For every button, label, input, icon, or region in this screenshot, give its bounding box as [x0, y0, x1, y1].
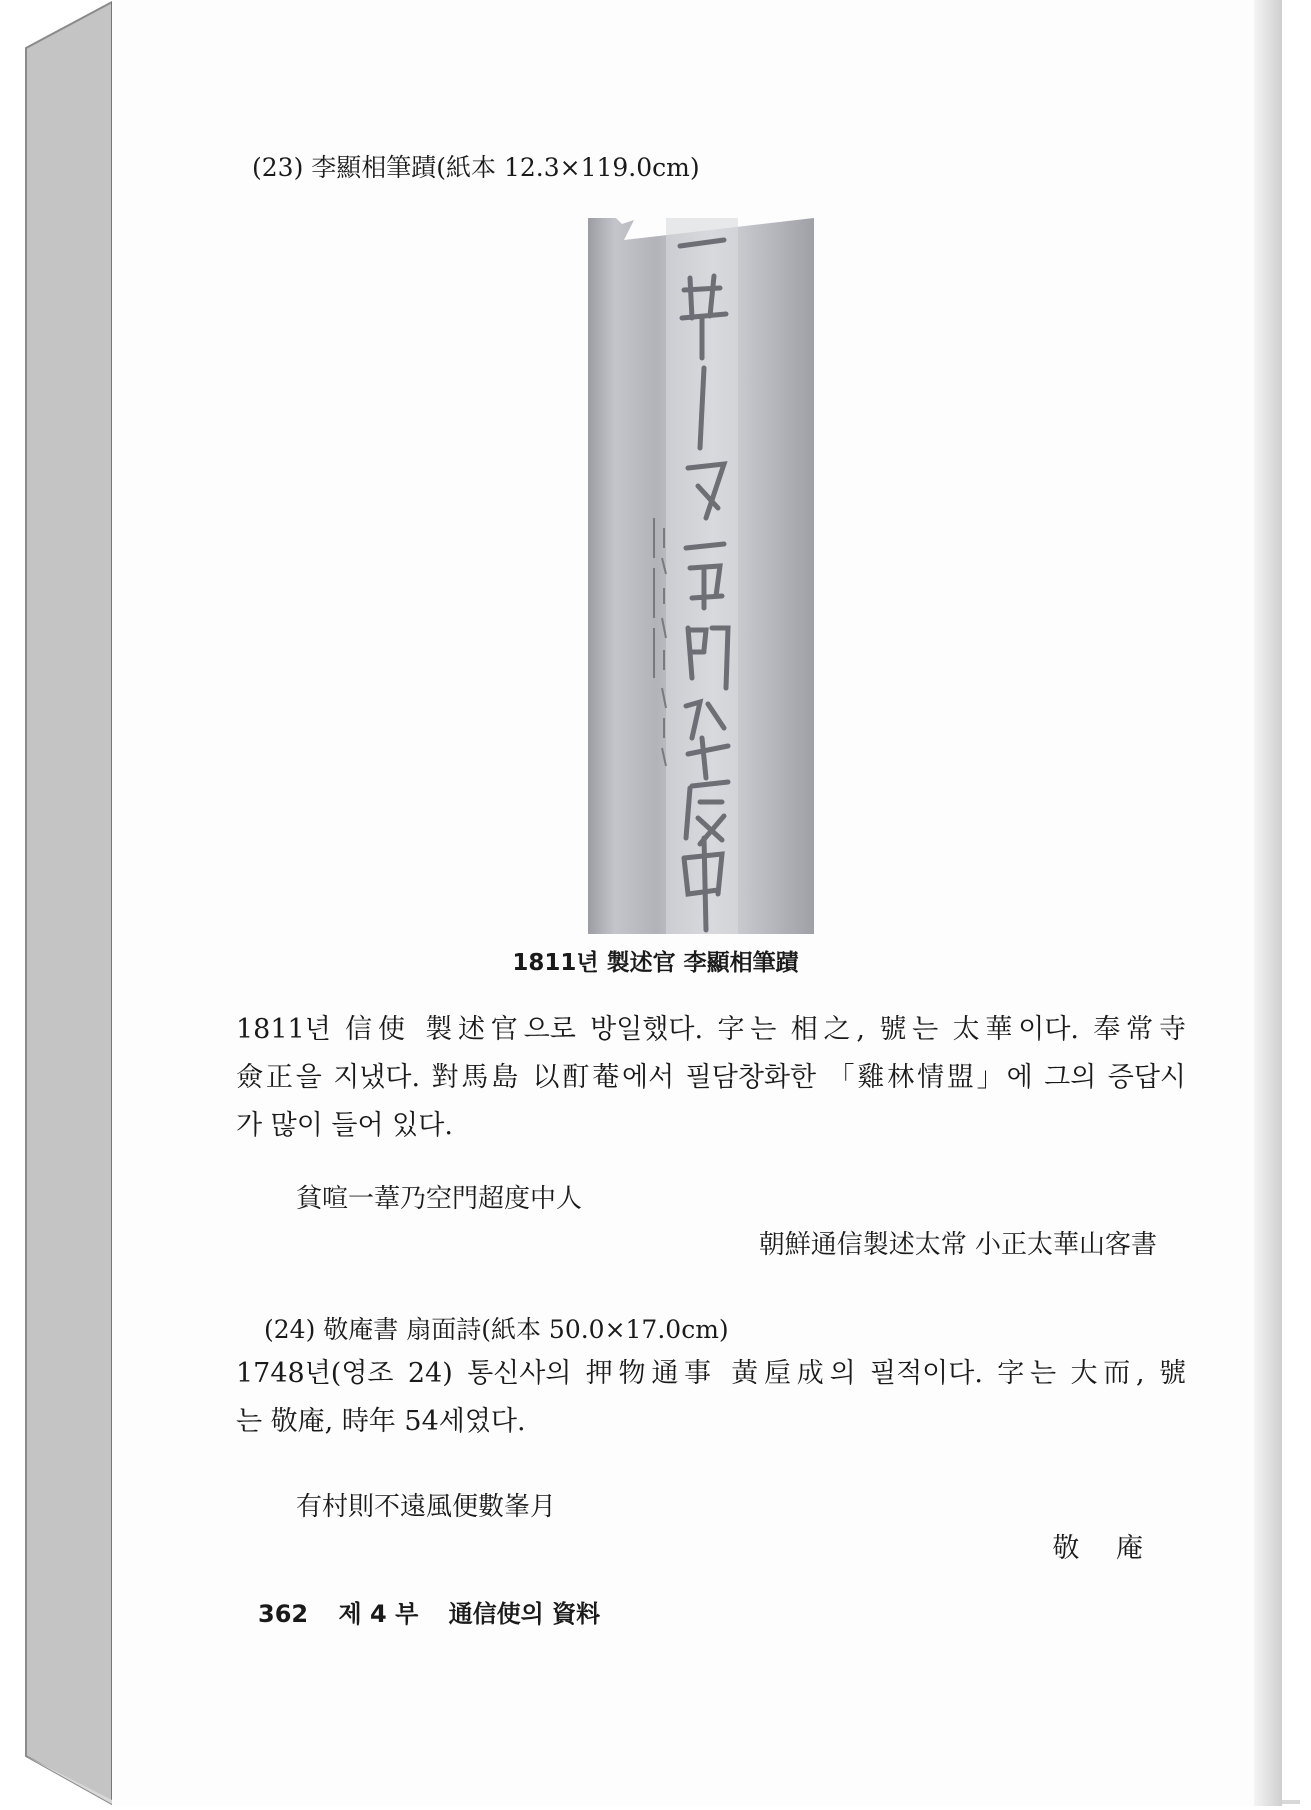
figure-title-24: (24) 敬庵書 扇面詩(紙本 50.0×17.0cm) [264, 1315, 729, 1344]
page-number: 362 [258, 1600, 309, 1628]
paragraph-1-line: 1811년 信使 製述官으로 방일했다. 字는 相之, 號는 太華이다. 奉常寺 [236, 1014, 1186, 1045]
footer-part: 제 4 부 [338, 1600, 419, 1628]
figure-title-23: (23) 李顯相筆蹟(紙本 12.3×119.0cm) [252, 153, 700, 182]
scroll-image [588, 218, 814, 934]
page-footer [258, 1594, 622, 1629]
paragraph-2-line: 1748년(영조 24) 통신사의 押物通事 黃垕成의 필적이다. 字는 大而, 號 [236, 1358, 1186, 1389]
poem-line-1: 貧喧一葦乃空門超度中人 [296, 1184, 583, 1214]
page-right-shadow [1254, 0, 1282, 1806]
paragraph-2 [236, 1350, 1186, 1446]
paragraph-1-line: 가 많이 들어 있다. [236, 1110, 453, 1141]
poem-line-2: 有村則不遠風便數峯月 [296, 1492, 557, 1522]
paragraph-1 [236, 1006, 1186, 1150]
signature-2: 敬 庵 [1052, 1533, 1157, 1564]
footer-section: 通信使의 資料 [448, 1600, 601, 1628]
signature-1: 朝鮮通信製述太常 小正太華山客書 [758, 1230, 1157, 1260]
paragraph-2-line: 는 敬庵, 時年 54세였다. [236, 1406, 526, 1437]
figure-caption: 1811년 製述官 李顯相筆蹟 [512, 950, 799, 976]
calligraphy-scroll-photo [588, 218, 814, 934]
paragraph-1-line: 僉正을 지냈다. 對馬島 以酊菴에서 필담창화한 「雞林情盟」에 그의 증답시 [236, 1062, 1186, 1093]
